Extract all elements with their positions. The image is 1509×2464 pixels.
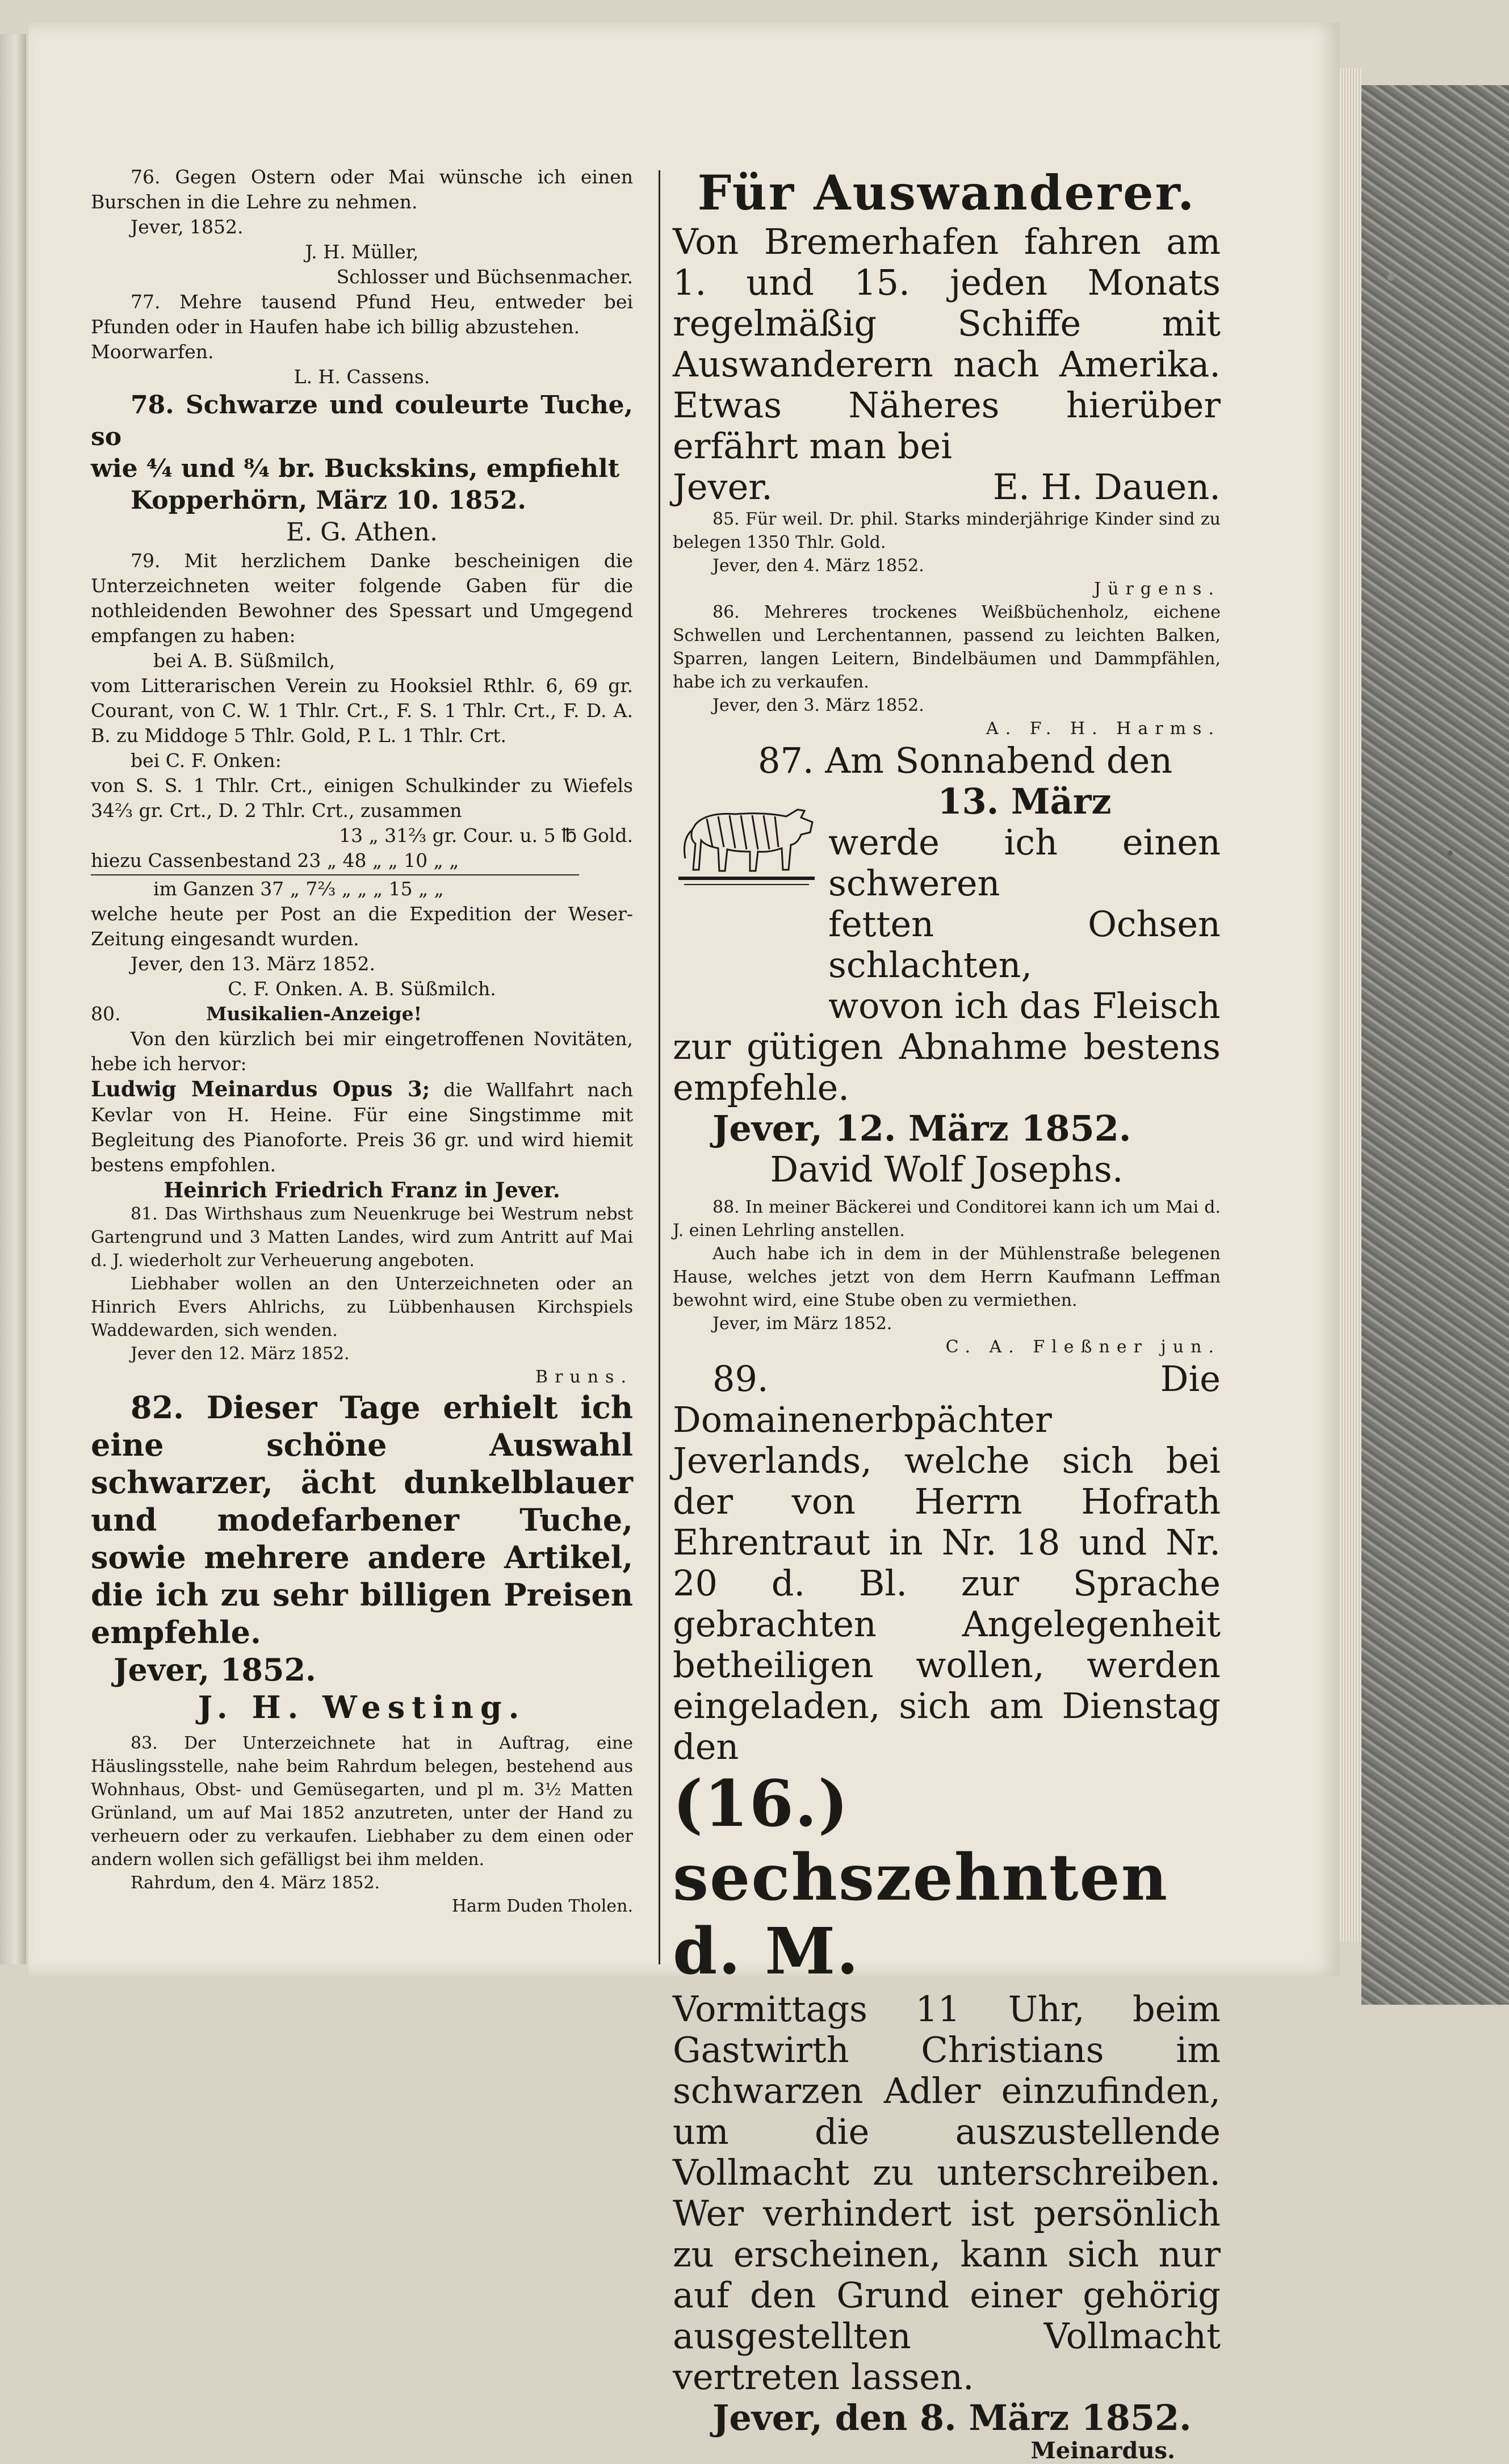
ad-signature: E. G. Athen. (286, 518, 438, 547)
ad-text: 85. Für weil. Dr. phil. Starks minderjährige Kinder sind zu belegen 1350 Thlr. Gold. (673, 509, 1221, 552)
ad-place: Jever, den 8. März 1852. (712, 2397, 1192, 2438)
ad-signature: J. H. Westing. (198, 1689, 526, 1725)
ad-87 (673, 740, 1221, 1190)
ad-subheading: bei A. B. Süßmilch, (153, 649, 336, 672)
ad-88 (673, 1196, 1221, 1359)
ad-text: Liebhaber wollen an den Unterzeichneten oder an Hinrich Evers Ahlrichs, zu Lübbenhausen Kirchspiels Waddewarden, sich wenden. (91, 1274, 633, 1340)
ad-signature: C. F. Onken. A. B. Süßmilch. (228, 978, 496, 1000)
left-column (91, 165, 633, 1918)
page-stack-edge (1340, 68, 1361, 1942)
ad-text: 76. Gegen Ostern oder Mai wünsche ich einen Burschen in die Lehre zu nehmen. (91, 166, 633, 213)
ad-89 (673, 1359, 1221, 2463)
ad-text: 83. Der Unterzeichnete hat in Auftrag, eine Häuslingsstelle, nahe beim Rahrdum belegen, bestehend aus Wohnhaus, Obst- und Gemüsegarten, und pl m. 3½ Matten Grünland, um auf Mai 1852 anzutreten, unter der Hand zu verheuern oder zu verkaufen. Liebhaber zu dem einen oder andern wollen sich gefälligst bei ihm melden. (91, 1733, 633, 1870)
ad-sum: 13 „ 31⅔ gr. Cour. u. 5 ℔ Gold. (339, 824, 633, 847)
ad-76 (91, 165, 633, 290)
ad-line: fetten Ochsen schlachten, (828, 903, 1221, 986)
ox-block (673, 781, 1221, 1026)
ad-place: Jever, im März 1852. (712, 1314, 892, 1334)
ad-text: welche heute per Post an die Expedition der Weser-Zeitung eingesandt wurden. (91, 903, 633, 950)
ad-text: vom Litterarischen Verein zu Hooksiel Rthlr. 6, 69 gr. Courant, von C. W. 1 Thlr. Crt., F. S. 1 Thlr. Crt., F. D. A. B. zu Middoge 5 Thlr. Gold, P. L. 1 Thlr. Crt. (91, 674, 633, 747)
ad-line: wovon ich das Fleisch (828, 985, 1221, 1026)
ad-place: Jever, den 3. März 1852. (712, 695, 924, 715)
ox-woodcut-icon (673, 785, 820, 898)
ad-place: Rahrdum, den 4. März 1852. (131, 1873, 380, 1893)
ad-85 (673, 508, 1221, 601)
ad-signature-role: Schlosser und Büchsenmacher. (336, 266, 633, 288)
ad-place: Jever, 1852. (131, 216, 244, 238)
ad-place: Jever. (673, 466, 773, 508)
ad-signature: C. A. Fleßner jun. (945, 1337, 1221, 1357)
ad-text: zur gütigen Abnahme bestens empfehle. (673, 1026, 1221, 1108)
ad-text: 88. In meiner Bäckerei und Conditorei kann ich um Mai d. J. einen Lehrling anstellen. (673, 1197, 1221, 1241)
ad-80 (91, 1001, 633, 1202)
ad-place: Jever, 1852. (114, 1652, 316, 1688)
ad-77 (91, 290, 633, 389)
ad-81 (91, 1202, 633, 1389)
ad-title: Musikalien-Anzeige! (206, 1003, 422, 1025)
ad-signature: Harm Duden Tholen. (451, 1896, 633, 1916)
ad-headline: 82. Dieser Tage erhielt ich eine schöne Auswahl schwarzer, ächt dunkelblauer und modefarbener Tuche, sowie mehrere andere Artikel, die ich zu sehr billigen Preisen empfehle. (91, 1389, 633, 1650)
ad-date-highlight: (16.) sechszehnten d. M. (673, 1767, 1169, 1989)
ad-signature: Bruns. (535, 1367, 633, 1387)
ad-title-row (91, 1001, 633, 1026)
column-divider (659, 170, 660, 1964)
ad-place: Kopperhörn, März 10. 1852. (131, 486, 526, 515)
ad-headline: Für Auswanderer. (697, 165, 1196, 221)
facing-page-edge (0, 34, 26, 1964)
ad-number: 80. (91, 1003, 121, 1025)
ad-headline: wie ⁴⁄₄ und ⁸⁄₄ br. Buckskins, empfiehlt (91, 454, 620, 483)
ad-signature: L. H. Cassens. (294, 366, 430, 388)
ad-signature: Jürgens. (1094, 579, 1221, 599)
ad-text: 89. Die Domainenerbpächter Jeverlands, welche sich bei der von Herrn Hofrath Ehrentraut in Nr. 18 und Nr. 20 d. Bl. zur Sprache gebrachten Angelegenheit betheiligen wollen, werden eingeladen, sich am Dienstag den (673, 1358, 1221, 1767)
ad-79 (91, 548, 633, 1001)
ad-place: Jever, 12. März 1852. (712, 1108, 1131, 1149)
ad-text: von S. S. 1 Thlr. Crt., einigen Schulkinder zu Wiefels 34⅔ gr. Crt., D. 2 Thlr. Crt., zusammen (91, 774, 633, 822)
ad-text: 79. Mit herzlichem Danke bescheinigen die Unterzeichneten weiter folgende Gaben für die nothleidenden Bewohner des Spessart und Umgegend empfangen zu haben: (91, 550, 633, 647)
ox-text (828, 781, 1221, 1026)
ad-sum: hiezu Cassenbestand 23 „ 48 „ „ 10 „ „ (91, 849, 459, 871)
ad-signature: A. F. H. Harms. (986, 719, 1221, 739)
ad-signature: Meinardus. (1030, 2437, 1175, 2464)
ad-footer (673, 467, 1221, 508)
ad-text-continued: die Wallfahrt nach Kevlar von H. Heine. Für eine Singstimme mit Begleitung des Pianoforte. Preis 36 gr. und wird hiemit bestens empfohlen. (91, 1079, 633, 1176)
ad-text: Von den kürzlich bei mir eingetroffenen Novitäten, hebe ich hervor: (91, 1028, 633, 1075)
sum-rule (91, 874, 579, 875)
ad-84 (673, 165, 1221, 508)
ad-signature: David Wolf Josephs. (770, 1149, 1124, 1190)
ad-signature: J. H. Müller, (305, 241, 419, 263)
ad-text: 77. Mehre tausend Pfund Heu, entweder bei Pfunden oder in Haufen habe ich billig abzustehen. (91, 291, 633, 338)
ad-signature: Heinrich Friedrich Franz in Jever. (164, 1177, 560, 1202)
ad-subheading: bei C. F. Onken: (131, 749, 282, 772)
ad-text: 86. Mehreres trockenes Weißbüchenholz, eichene Schwellen und Lerchentannen, passend zu leichten Balken, Sparren, langen Leitern, Bindelbäumen und Dammpfählen, habe ich zu verkaufen. (673, 602, 1221, 692)
ad-place: Jever, den 13. März 1852. (131, 953, 376, 975)
marbled-book-cover (1361, 85, 1509, 2005)
ad-headline: 87. Am Sonnabend den (758, 740, 1173, 781)
ad-text: Vormittags 11 Uhr, beim Gastwirth Christians im schwarzen Adler einzufinden, um die auszustellende Vollmacht zu unterschreiben. Wer verhindert ist persönlich zu erscheinen, kann sich nur auf den Grund einer gehörig ausgestellten Vollmacht vertreten lassen. (673, 1988, 1221, 2398)
ad-86 (673, 601, 1221, 740)
ad-text (91, 1076, 633, 1177)
ad-total: im Ganzen 37 „ 7⅔ „ „ „ 15 „ „ (153, 878, 444, 900)
ad-text: Auch habe ich in dem in der Mühlenstraße belegenen Hause, welches jetzt von dem Herrn Kaufmann Leffman bewohnt wird, eine Stube oben zu vermiethen. (673, 1244, 1221, 1310)
ad-date: 13. März (937, 781, 1112, 822)
ad-82 (91, 1389, 633, 1726)
ad-highlight: Ludwig Meinardus Opus 3; (91, 1076, 430, 1101)
ad-signature: E. H. Dauen. (992, 466, 1221, 508)
right-column (673, 165, 1221, 2463)
ad-line: werde ich einen schweren (828, 822, 1221, 904)
ad-place: Jever, den 4. März 1852. (712, 556, 924, 576)
ad-text: 81. Das Wirthshaus zum Neuenkruge bei Westrum nebst Gartengrund und 3 Matten Landes, wird zum Antritt auf Mai d. J. wiederholt zur Verheuerung angeboten. (91, 1204, 633, 1271)
ad-text: Von Bremerhafen fahren am 1. und 15. jeden Monats regelmäßig Schiffe mit Auswanderern nach Amerika. Etwas Näheres hierüber erfährt man bei (673, 221, 1221, 467)
ad-78 (91, 389, 633, 548)
ad-place: Jever den 12. März 1852. (131, 1344, 350, 1364)
ad-headline: 78. Schwarze und couleurte Tuche, so (91, 391, 633, 451)
ad-place: Moorwarfen. (91, 341, 214, 363)
ad-83 (91, 1732, 633, 1918)
